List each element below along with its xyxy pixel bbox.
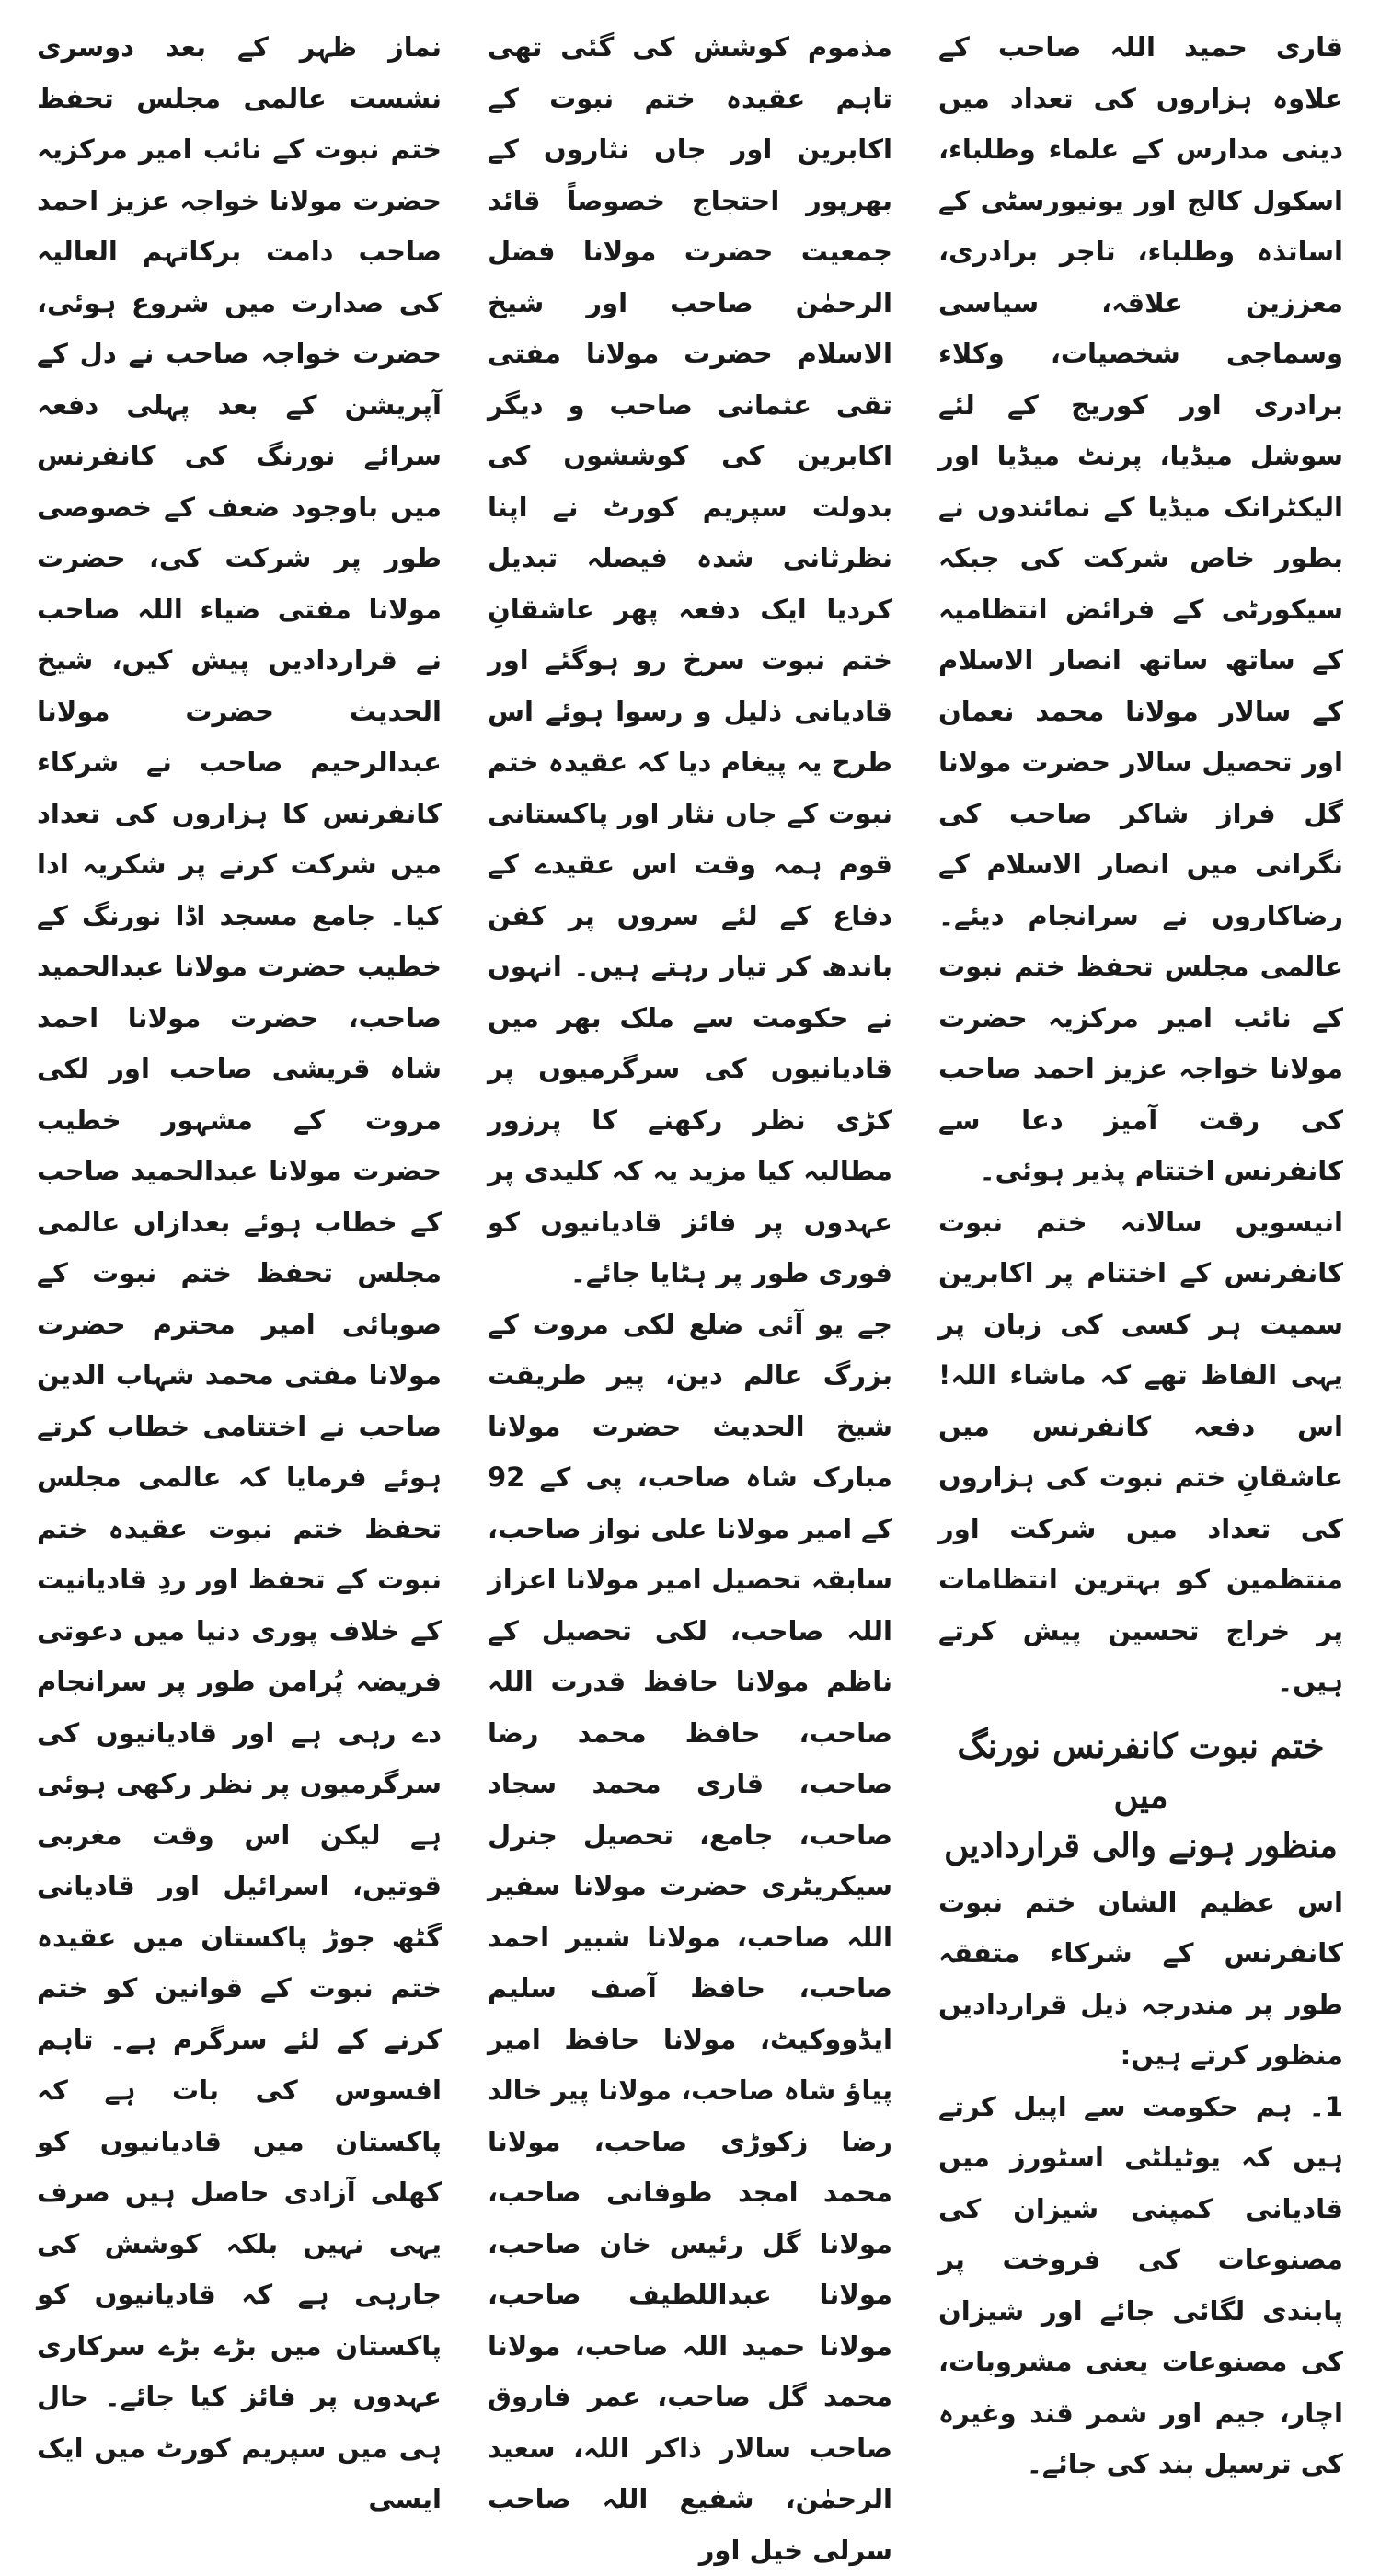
heading-line: ختم نبوت کانفرنس نورنگ میں (957, 1726, 1324, 1816)
paragraph: قاری حمید اللہ صاحب کے علاوہ ہزاروں کی تعداد میں دینی مدارس کے علماء وطلباء، اسکول کالج اور یونیورسٹی کے اساتذہ وطلباء، تاجر برادری، معززین علاقہ، سیاسی وسماجی شخصیات، وکلاء برادری اور کوریج کے لئے سوشل میڈیا، پرنٹ میڈیا اور الیکٹرانک میڈیا کے نمائندوں نے بطور خاص شرکت کی جبکہ سیکورٹی کے فرائض انتظامیہ کے ساتھ ساتھ انصار الاسلام کے سالار مولانا محمد نعمان اور تحصیل سالار حضرت مولانا گل فراز شاکر صاحب کی نگرانی میں انصار الاسلام کے رضاکاروں نے سرانجام دیئے۔ عالمی مجلس تحفظ ختم نبوت کے نائب امیر مرکزیہ حضرت مولانا خواجہ عزیز احمد صاحب کی رقت آمیز دعا سے کانفرنس اختتام پذیر ہوئی۔ (938, 22, 1343, 1197)
column-left (938, 22, 1343, 2001)
paragraph: اس عظیم الشان ختم نبوت کانفرنس کے شرکاء متفقہ طور پر مندرجہ ذیل قراردادیں منظور کرتے ہیں: (938, 1877, 1343, 2082)
paragraph: نماز ظہر کے بعد دوسری نشست عالمی مجلس تحفظ ختم نبوت کے نائب امیر مرکزیہ حضرت مولانا خواجہ عزیز احمد صاحب دامت برکاتہم العالیہ کی صدارت میں شروع ہوئی، حضرت خواجہ صاحب نے دل کے آپریشن کے بعد پہلی دفعہ سرائے نورنگ کی کانفرنس میں باوجود ضعف کے خصوصی طور پر شرکت کی، حضرت مولانا مفتی ضیاء اللہ صاحب نے قراردادیں پیش کیں، شیخ الحدیث حضرت مولانا عبدالرحیم صاحب نے شرکاء کانفرنس کا ہزاروں کی تعداد میں شرکت کرنے پر شکریہ ادا کیا۔ جامع مسجد اڈا نورنگ کے خطیب حضرت مولانا عبدالحمید صاحب، حضرت مولانا احمد شاہ قریشی صاحب اور لکی مروت کے مشہور خطیب حضرت مولانا عبدالحمید صاحب کے خطاب ہوئے بعدازاں عالمی مجلس تحفظ ختم نبوت کے صوبائی امیر محترم حضرت مولانا مفتی محمد شہاب الدین صاحب نے اختتامی خطاب کرتے ہوئے فرمایا کہ عالمی مجلس تحفظ ختم نبوت عقیدہ ختم نبوت کے تحفظ اور ردِ قادیانیت کے خلاف پوری دنیا میں دعوتی فریضہ پُرامن طور پر سرانجام دے رہی ہے اور قادیانیوں کی سرگرمیوں پر نظر رکھی ہوئی ہے لیکن اس وقت مغربی قوتیں، اسرائیل اور قادیانی گٹھ جوڑ پاکستان میں عقیدہ ختم نبوت کے قوانین کو ختم کرنے کے لئے سرگرم ہے۔ تاہم افسوس کی بات ہے کہ پاکستان میں قادیانیوں کو کھلی آزادی حاصل ہیں صرف یہی نہیں بلکہ کوشش کی جارہی ہے کہ قادیانیوں کو پاکستان میں بڑے بڑے سرکاری عہدوں پر فائز کیا جائے۔ حال ہی میں سپریم کورٹ میں ایک ایسی (37, 22, 442, 2525)
column-right (37, 22, 442, 2001)
heading-line: منظور ہونے والی قراردادیں (944, 1825, 1338, 1866)
newspaper-page (37, 22, 1343, 2001)
column-middle (488, 22, 892, 2001)
section-heading (938, 1721, 1343, 1870)
paragraph: 1۔ ہم حکومت سے اپیل کرتے ہیں کہ یوٹیلٹی اسٹورز میں قادیانی کمپنی شیزان کی مصنوعات کی فروخت پر پابندی لگائی جائے اور شیزان کی مصنوعات یعنی مشروبات، اچار، جیم اور شمر قند وغیرہ کی ترسیل بند کی جائے۔ (938, 2082, 1343, 2490)
paragraph: انیسویں سالانہ ختم نبوت کانفرنس کے اختتام پر اکابرین سمیت ہر کسی کی زبان پر یہی الفاظ تھے کہ ماشاء اللہ! اس دفعہ کانفرنس میں عاشقانِ ختم نبوت کی ہزاروں کی تعداد میں شرکت اور منتظمین کو بہترین انتظامات پر خراج تحسین پیش کرتے ہیں۔ (938, 1197, 1343, 1708)
paragraph: جے یو آئی ضلع لکی مروت کے بزرگ عالم دین، پیر طریقت شیخ الحدیث حضرت مولانا مبارک شاہ صاحب، پی کے 92 کے امیر مولانا علی نواز صاحب، سابقہ تحصیل امیر مولانا اعزاز اللہ صاحب، لکی تحصیل کے ناظم مولانا حافظ قدرت اللہ صاحب، حافظ محمد رضا صاحب، قاری محمد سجاد صاحب، جامع، تحصیل جنرل سیکریٹری حضرت مولانا سفیر اللہ صاحب، مولانا شبیر احمد صاحب، حافظ آصف سلیم ایڈووکیٹ، مولانا حافظ امیر پیاؤ شاہ صاحب، مولانا پیر خالد رضا زکوڑی صاحب، مولانا محمد امجد طوفانی صاحب، مولانا گل رئیس خان صاحب، مولانا عبداللطیف صاحب، مولانا حمید اللہ صاحب، مولانا محمد گل صاحب، عمر فاروق صاحب سالار ذاکر اللہ، سعید الرحمٰن، شفیع اللہ صاحب سرلی خیل اور (488, 1300, 892, 2576)
paragraph: مذموم کوشش کی گئی تھی تاہم عقیدہ ختم نبوت کے اکابرین اور جاں نثاروں کے بھرپور احتجاج خصوصاً قائد جمعیت حضرت مولانا فضل الرحمٰن صاحب اور شیخ الاسلام حضرت مولانا مفتی تقی عثمانی صاحب و دیگر اکابرین کی کوششوں کی بدولت سپریم کورٹ نے اپنا نظرثانی شدہ فیصلہ تبدیل کردیا ایک دفعہ پھر عاشقانِ ختم نبوت سرخ رو ہوگئے اور قادیانی ذلیل و رسوا ہوئے اس طرح یہ پیغام دیا کہ عقیدہ ختم نبوت کے جاں نثار اور پاکستانی قوم ہمہ وقت اس عقیدے کے دفاع کے لئے سروں پر کفن باندھ کر تیار رہتے ہیں۔ انہوں نے حکومت سے ملک بھر میں قادیانیوں کی سرگرمیوں پر کڑی نظر رکھنے کا پرزور مطالبہ کیا مزید یہ کہ کلیدی پر عہدوں پر فائز قادیانیوں کو فوری طور پر ہٹایا جائے۔ (488, 22, 892, 1300)
